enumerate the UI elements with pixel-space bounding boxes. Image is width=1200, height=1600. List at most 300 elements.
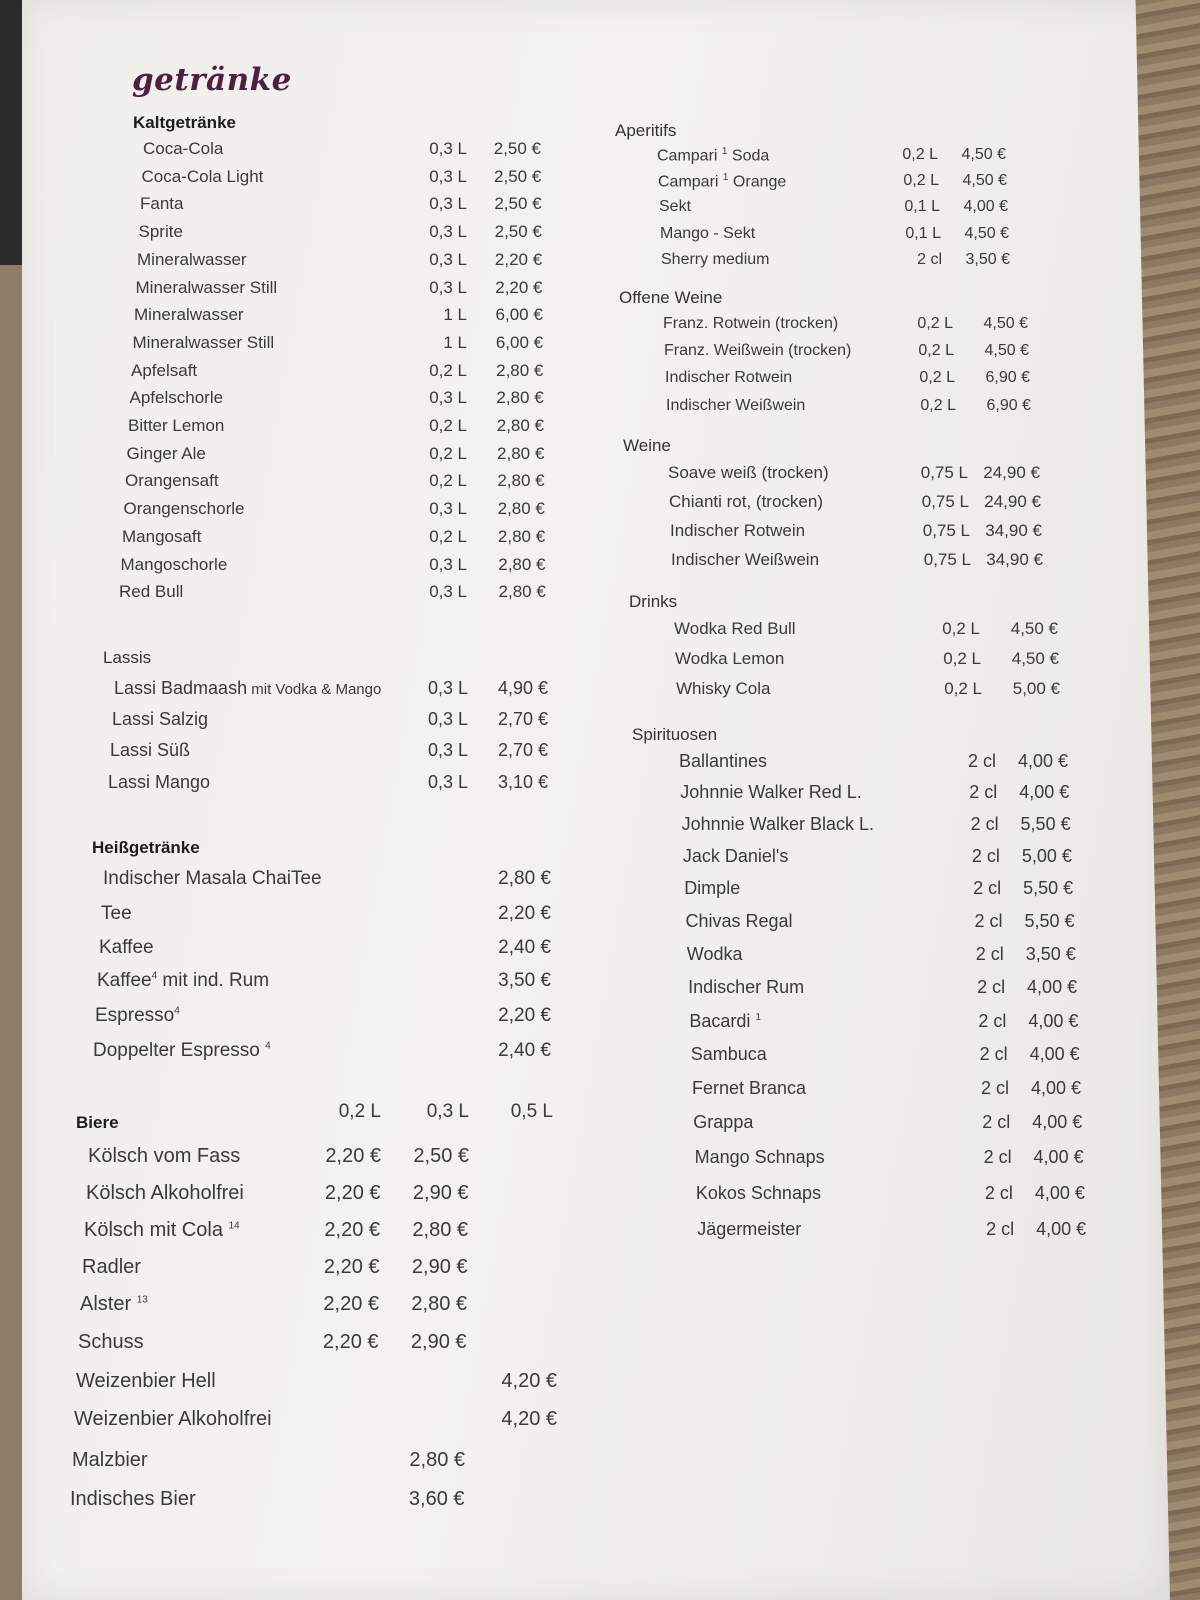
item-price: 3,50 €	[1025, 944, 1076, 964]
item-price: 2,50 €	[413, 1145, 469, 1167]
item-volume: 0,75 L	[921, 492, 969, 511]
section-heading: Drinks	[629, 592, 678, 611]
item-name-text: Orangensaft	[125, 471, 219, 491]
item-price: 2,80 €	[496, 388, 544, 408]
item-price: 5,50 €	[1020, 814, 1071, 834]
item-name	[74, 1408, 272, 1431]
section-heading: Offene Weine	[619, 288, 723, 307]
item-name-text: Wodka Red Bull	[674, 619, 796, 638]
item-price: 2,80 €	[496, 416, 544, 435]
item-volume: 0,3 L	[427, 772, 468, 792]
item-name-text: Indischer Rotwein	[665, 369, 793, 386]
menu-title: getränke	[132, 62, 292, 98]
item-volume: 0,2 L	[429, 416, 467, 435]
item-name-text: Chianti rot, (trocken)	[669, 492, 823, 511]
item-price: 4,50 €	[961, 146, 1006, 163]
item-volume: 2 cl	[973, 878, 1002, 898]
item-name-text: Mineralwasser	[134, 305, 244, 325]
item-name	[661, 251, 769, 269]
item-price: 2,20 €	[322, 1331, 379, 1353]
item-price: 5,50 €	[1024, 911, 1075, 931]
item-name	[684, 878, 740, 899]
item-name-text: Coca-Cola	[143, 139, 224, 158]
item-name-text: Weizenbier Hell	[76, 1370, 216, 1392]
item-name-text: Mineralwasser Still	[135, 277, 278, 297]
item-price: 2,80 €	[497, 471, 545, 491]
item-volume: 0,2 L	[903, 172, 939, 189]
item-price: 3,10 €	[497, 772, 548, 792]
item-price: 4,00 €	[1017, 751, 1068, 771]
item-price: 2,80 €	[498, 868, 551, 889]
menu-row	[0, 814, 1150, 840]
item-name-text: Tee	[101, 903, 132, 924]
item-name-text: Kokos Schnaps	[695, 1183, 821, 1203]
item-name	[76, 1370, 216, 1393]
item-name-text: Radler	[82, 1256, 141, 1278]
item-volume: 2 cl	[986, 1219, 1015, 1239]
item-price: 2,80 €	[411, 1293, 467, 1315]
item-name	[668, 463, 829, 483]
item-price: 2,80 €	[498, 554, 546, 574]
item-price: 2,20 €	[324, 1219, 380, 1241]
column-header: 0,2 L	[338, 1101, 381, 1122]
item-name	[674, 619, 796, 639]
menu-row	[0, 1112, 1150, 1138]
item-volume: 0,2 L	[919, 369, 955, 386]
item-name-text: Sprite	[138, 222, 183, 242]
item-name	[78, 1331, 144, 1354]
item-price: 2,50 €	[494, 166, 542, 186]
item-price: 2,70 €	[497, 709, 548, 729]
section-heading: Heißgetränke	[92, 838, 200, 857]
item-name	[689, 1011, 761, 1032]
footnote-marker: 1	[722, 172, 729, 183]
menu-row	[0, 582, 600, 608]
item-name-text: Weizenbier Alkoholfrei	[74, 1408, 272, 1430]
item-name-text: Franz. Weißwein (trocken)	[664, 342, 852, 359]
item-name	[82, 1256, 141, 1279]
item-name-text: Bacardi	[689, 1011, 756, 1031]
item-price: 2,80 €	[497, 499, 545, 519]
item-name-text: Kaffee	[97, 970, 152, 991]
section-heading: Weine	[623, 436, 671, 455]
item-volume: 0,3 L	[427, 740, 468, 760]
item-name	[670, 521, 805, 541]
menu-row	[0, 1044, 1150, 1070]
menu-row	[0, 878, 1150, 904]
item-volume: 2 cl	[984, 1183, 1013, 1203]
item-volume: 0,2 L	[429, 471, 467, 491]
menu-row	[0, 1256, 600, 1282]
item-name-text: Alster	[80, 1293, 137, 1315]
item-name-text: Mangoschorle	[120, 554, 228, 574]
item-name	[659, 198, 691, 216]
item-price: 4,20 €	[501, 1408, 557, 1430]
item-name	[693, 1112, 753, 1133]
menu-row	[0, 751, 1150, 777]
item-name-text: Dimple	[684, 878, 741, 898]
footnote-marker: 1	[721, 146, 728, 157]
item-price: 4,20 €	[501, 1370, 557, 1392]
item-price: 2,70 €	[497, 740, 548, 760]
item-volume: 0,75 L	[923, 550, 971, 569]
item-price: 2,80 €	[496, 360, 544, 380]
item-price: 4,00 €	[1019, 782, 1070, 802]
item-price: 2,80 €	[497, 443, 545, 463]
item-price: 2,80 €	[498, 582, 546, 602]
item-volume: 0,3 L	[429, 166, 467, 186]
menu-row	[0, 198, 1150, 224]
menu-row	[0, 649, 1150, 675]
item-name	[660, 225, 755, 243]
item-price: 2,20 €	[498, 1005, 551, 1026]
item-name	[112, 709, 208, 730]
item-price: 2,20 €	[323, 1293, 379, 1315]
item-volume: 2 cl	[970, 814, 999, 834]
menu-row	[0, 1078, 1150, 1104]
footnote-marker: 14	[228, 1220, 240, 1232]
item-note: mit Vodka & Mango	[247, 681, 382, 698]
item-price: 2,20 €	[495, 277, 543, 297]
menu-row	[0, 1183, 1150, 1209]
item-name	[676, 679, 770, 699]
item-volume: 0,2 L	[917, 315, 953, 332]
item-name-text: Indisches Bier	[70, 1488, 196, 1510]
menu-row	[0, 977, 1150, 1003]
item-volume: 1 L	[443, 305, 467, 325]
item-name-text: Lassi Süß	[110, 740, 191, 760]
item-volume: 2 cl	[978, 1011, 1007, 1031]
item-name-text: Indischer Weißwein	[671, 550, 820, 569]
item-name-rest: mit ind. Rum	[157, 970, 270, 991]
item-price: 4,00 €	[1027, 977, 1078, 997]
item-price: 4,00 €	[1034, 1183, 1085, 1203]
item-name-text: Doppelter Espresso	[93, 1040, 266, 1061]
item-name	[657, 146, 769, 165]
item-price: 34,90 €	[985, 521, 1042, 540]
menu-row	[0, 1331, 600, 1357]
menu-row	[0, 679, 1150, 705]
item-price: 2,80 €	[497, 526, 546, 546]
menu-row	[0, 1488, 600, 1514]
item-price: 4,00 €	[1032, 1112, 1083, 1132]
item-price: 3,60 €	[408, 1488, 465, 1510]
menu-row	[0, 782, 1150, 808]
item-price: 2,20 €	[324, 1182, 381, 1204]
item-price: 4,00 €	[1036, 1219, 1087, 1239]
item-name-text: Kölsch Alkoholfrei	[86, 1182, 244, 1204]
item-name	[686, 911, 793, 932]
item-volume: 0,2 L	[902, 146, 938, 163]
item-name	[127, 444, 206, 464]
item-name-text: Johnnie Walker Black L.	[681, 814, 875, 834]
item-name-text: Kölsch vom Fass	[88, 1145, 241, 1167]
item-volume: 2 cl	[974, 911, 1003, 931]
menu-row	[0, 251, 1150, 277]
item-name-text: Franz. Rotwein (trocken)	[663, 315, 839, 332]
section-heading: Aperitifs	[615, 121, 677, 140]
menu-row	[0, 225, 1150, 251]
item-name-text: Sherry medium	[661, 251, 770, 268]
item-name	[696, 1183, 821, 1204]
item-price: 4,50 €	[983, 315, 1028, 332]
menu-row	[0, 342, 1150, 368]
menu-row	[0, 1293, 600, 1319]
item-volume: 2 cl	[975, 944, 1004, 964]
menu-row	[0, 619, 1150, 645]
item-volume: 0,1 L	[905, 225, 941, 242]
item-volume: 2 cl	[917, 251, 942, 268]
menu-row	[0, 709, 600, 735]
item-name	[663, 315, 838, 333]
item-name-text: Johnnie Walker Red L.	[680, 782, 862, 802]
item-name	[80, 1293, 148, 1316]
item-name-text: Ballantines	[679, 751, 768, 771]
item-name-text: Mango Schnaps	[694, 1147, 825, 1167]
item-price: 2,90 €	[411, 1256, 468, 1278]
item-name	[666, 397, 805, 415]
item-price: 2,20 €	[325, 1145, 381, 1167]
item-name-text: Chivas Regal	[685, 911, 793, 931]
item-name-text: Mangosaft	[122, 526, 202, 546]
item-price: 3,50 €	[498, 970, 551, 991]
item-name	[658, 172, 786, 191]
item-name-text: Orangenschorle	[123, 499, 245, 519]
item-price: 4,50 €	[964, 225, 1009, 242]
item-price: 2,20 €	[498, 903, 551, 924]
item-name	[687, 944, 743, 965]
item-name	[669, 492, 823, 512]
item-volume: 0,3 L	[429, 194, 467, 214]
item-price: 4,00 €	[1029, 1044, 1080, 1064]
item-name-text: Indischer Masala ChaiTee	[103, 868, 322, 889]
item-price: 24,90 €	[984, 492, 1041, 511]
item-volume: 0,3 L	[429, 554, 467, 574]
item-volume: 0,3 L	[429, 499, 467, 519]
item-price: 3,50 €	[965, 251, 1010, 268]
item-name	[682, 814, 874, 835]
item-name-text: Jack Daniel's	[682, 846, 789, 866]
section-heading: Kaltgetränke	[133, 113, 236, 132]
menu-row	[0, 1011, 1150, 1037]
item-name	[683, 846, 788, 867]
item-price: 2,80 €	[409, 1449, 465, 1471]
item-name	[695, 1147, 825, 1168]
footnote-marker: 4	[151, 970, 158, 982]
item-price: 34,90 €	[986, 550, 1043, 569]
item-name	[665, 369, 792, 387]
item-volume: 2 cl	[982, 1112, 1011, 1132]
menu-row	[0, 397, 1150, 423]
section-heading: Biere	[76, 1113, 119, 1132]
item-volume: 0,3 L	[429, 277, 467, 297]
menu-row	[0, 550, 1150, 576]
menu-row	[0, 944, 1150, 970]
item-volume: 0,2 L	[944, 679, 982, 698]
menu-row	[0, 521, 1150, 547]
item-volume: 2 cl	[967, 751, 996, 771]
footnote-marker: 13	[136, 1294, 148, 1306]
item-price: 4,50 €	[984, 342, 1029, 359]
item-name-text: Indischer Weißwein	[666, 397, 806, 414]
item-price: 4,50 €	[1010, 619, 1058, 638]
menu-row	[0, 492, 1150, 518]
menu-row	[0, 846, 1150, 872]
item-volume: 0,2 L	[429, 443, 467, 463]
item-name-text: Soave weiß (trocken)	[668, 463, 829, 482]
item-volume: 0,3 L	[429, 139, 467, 158]
item-volume: 2 cl	[980, 1078, 1009, 1098]
item-name-text: Mineralwasser	[137, 249, 247, 269]
item-price: 2,90 €	[410, 1331, 467, 1353]
menu-row	[0, 172, 1150, 198]
item-price: 5,00 €	[1021, 846, 1072, 866]
item-name-text: Coca-Cola Light	[141, 166, 264, 186]
item-volume: 0,2 L	[429, 360, 467, 380]
item-name-text: Ginger Ale	[126, 443, 206, 463]
item-name	[697, 1219, 801, 1240]
menu-row	[0, 911, 1150, 937]
item-name-text: Bitter Lemon	[128, 416, 225, 435]
item-volume: 0,75 L	[920, 463, 968, 482]
item-volume: 0,1 L	[904, 198, 940, 215]
item-name-text: Indischer Rotwein	[670, 521, 806, 540]
item-name	[691, 1044, 767, 1065]
item-price: 4,00 €	[963, 198, 1008, 215]
item-price: 5,50 €	[1023, 878, 1074, 898]
column-header: 0,3 L	[426, 1101, 469, 1122]
footnote-marker: 4	[265, 1040, 271, 1052]
section-heading: Spirituosen	[632, 725, 718, 744]
item-volume: 0,75 L	[922, 521, 970, 540]
item-price: 2,50 €	[493, 139, 541, 158]
item-price: 4,50 €	[962, 172, 1007, 189]
item-price: 6,00 €	[495, 305, 543, 325]
item-price: 4,00 €	[1033, 1147, 1084, 1167]
item-name-text: Whisky Cola	[676, 679, 771, 698]
item-price: 4,90 €	[497, 678, 548, 698]
item-price: 2,40 €	[498, 937, 551, 958]
item-volume: 0,3 L	[427, 709, 468, 729]
menu-row	[0, 1449, 600, 1475]
item-volume: 1 L	[443, 332, 467, 352]
item-price: 6,00 €	[495, 332, 544, 352]
item-name-text: Espresso	[95, 1005, 175, 1026]
item-volume: 0,2 L	[429, 526, 467, 546]
item-name-text: Grappa	[693, 1112, 754, 1132]
menu-row	[0, 1370, 600, 1396]
item-price: 4,00 €	[1030, 1078, 1081, 1098]
item-name	[136, 278, 278, 298]
item-price: 5,00 €	[1012, 679, 1060, 698]
item-volume: 0,2 L	[942, 619, 980, 638]
footnote-marker: 1	[755, 1012, 761, 1023]
item-name	[72, 1449, 148, 1472]
menu-row	[0, 146, 1150, 172]
column-header: 0,5 L	[510, 1101, 553, 1122]
item-name-text: Campari	[657, 147, 722, 165]
item-price: 2,80 €	[412, 1219, 468, 1241]
item-price: 6,90 €	[985, 369, 1030, 386]
menu-row	[0, 463, 1150, 489]
item-name-rest: Soda	[727, 147, 770, 165]
item-name-text: Wodka Lemon	[675, 649, 785, 668]
item-price: 6,90 €	[986, 397, 1031, 414]
item-price: 2,20 €	[494, 249, 543, 269]
item-name-text: Sambuca	[690, 1044, 767, 1064]
item-name-text: Kölsch mit Cola	[84, 1219, 229, 1241]
footnote-marker: 4	[174, 1005, 180, 1017]
item-price: 2,50 €	[494, 194, 542, 214]
menu-row	[0, 315, 1150, 341]
item-name-text: Jägermeister	[697, 1219, 802, 1239]
item-name-text: Lassi Salzig	[112, 709, 209, 729]
item-name-text: Lassi Badmaash	[114, 678, 248, 698]
item-volume: 0,2 L	[920, 397, 956, 414]
item-name	[680, 782, 861, 803]
item-volume: 2 cl	[971, 846, 1000, 866]
item-volume: 0,2 L	[943, 649, 981, 668]
item-name-text: Lassi Mango	[108, 772, 211, 792]
item-name-text: Mango - Sekt	[660, 225, 756, 242]
item-price: 4,50 €	[1011, 649, 1059, 668]
item-volume: 2 cl	[969, 782, 998, 802]
item-volume: 0,2 L	[918, 342, 954, 359]
item-name-text: Campari	[658, 173, 723, 191]
item-price: 2,20 €	[323, 1256, 380, 1278]
item-name	[692, 1078, 806, 1099]
item-name-text: Fernet Branca	[692, 1078, 807, 1098]
item-name-text: Fanta	[140, 194, 184, 214]
item-name-text: Apfelsaft	[131, 360, 198, 380]
item-price: 4,00 €	[1028, 1011, 1079, 1031]
item-volume: 0,3 L	[429, 249, 467, 269]
item-name	[70, 1488, 196, 1511]
item-name	[675, 649, 784, 669]
item-volume: 0,3 L	[429, 222, 467, 242]
item-price: 24,90 €	[983, 463, 1040, 482]
item-name-text: Wodka	[686, 944, 743, 964]
item-price: 2,50 €	[494, 222, 542, 242]
item-name-text: Red Bull	[119, 582, 184, 602]
menu-row	[0, 1147, 1150, 1173]
item-name-text: Kaffee	[99, 937, 154, 958]
item-name	[664, 342, 851, 360]
item-name-text: Schuss	[78, 1331, 144, 1353]
item-price: 2,90 €	[412, 1182, 469, 1204]
item-name-text: Mineralwasser Still	[132, 332, 275, 352]
item-name	[671, 550, 819, 570]
item-volume: 0,3 L	[429, 388, 467, 408]
item-name-text: Indischer Rum	[688, 977, 805, 997]
item-volume: 0,3 L	[429, 582, 467, 602]
item-volume: 0,3 L	[427, 678, 468, 698]
item-name	[119, 582, 183, 602]
section-heading: Lassis	[103, 648, 152, 667]
menu-row	[0, 369, 1150, 395]
menu-row	[0, 1408, 600, 1434]
menu-row	[0, 278, 600, 304]
item-name	[679, 751, 767, 772]
item-price: 2,40 €	[498, 1040, 551, 1061]
item-name-text: Malzbier	[72, 1449, 148, 1471]
item-volume: 2 cl	[977, 977, 1006, 997]
item-name-text: Apfelschorle	[129, 388, 224, 408]
item-volume: 2 cl	[979, 1044, 1008, 1064]
item-volume: 2 cl	[983, 1147, 1012, 1167]
item-name-text: Sekt	[659, 198, 692, 215]
menu-row	[0, 1219, 1150, 1245]
